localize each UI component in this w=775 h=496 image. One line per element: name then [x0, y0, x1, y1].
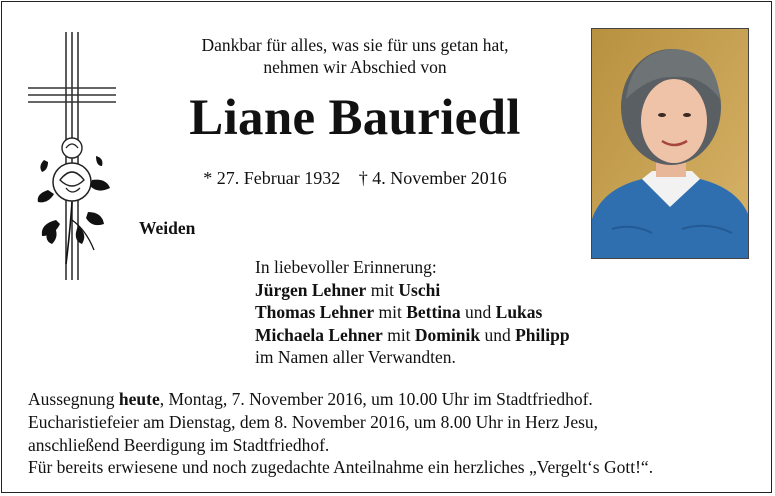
relative-name: Michaela Lehner [255, 324, 383, 345]
relative-name: Thomas Lehner [255, 302, 375, 322]
family-row [255, 324, 570, 347]
relative-name: Bettina [406, 302, 461, 322]
connector: mit [382, 324, 415, 345]
burial-line: anschließend Beerdigung im Stadtfriedhof. [28, 434, 330, 455]
deceased-name: Liane Bauriedl [189, 90, 521, 146]
intro-line-1: Dankbar für alles, was sie für uns getan hat, [201, 35, 509, 55]
relative-name: Philipp [515, 324, 570, 345]
cross-with-rose-icon [26, 30, 118, 282]
relative-name: Uschi [398, 279, 441, 300]
relative-name: Jürgen Lehner [255, 279, 367, 300]
family-row [255, 279, 570, 302]
text: , Montag, 7. November 2016, um 10.00 Uhr im Stadtfriedhof. [159, 389, 593, 409]
text: Aussegnung [28, 389, 119, 409]
thanks-line: Für bereits erwiesene und noch zugedachte Anteilnahme ein herzliches „Vergelt‘s Gott!“. [28, 457, 654, 478]
family-closing: im Namen aller Verwandten. [255, 347, 456, 367]
relative-name: Lukas [495, 302, 543, 322]
connector: und [480, 324, 516, 345]
life-dates [140, 168, 570, 189]
family-heading: In liebevoller Erinnerung: [255, 257, 437, 277]
family-block [255, 256, 570, 369]
death-date: † 4. November 2016 [358, 168, 507, 188]
today-emphasis: heute [118, 389, 160, 409]
portrait-photo [591, 28, 749, 259]
service-details [28, 388, 768, 479]
connector: und [460, 302, 496, 322]
connector: mit [366, 279, 399, 300]
intro-line-2: nehmen wir Abschied von [263, 57, 447, 77]
intro-text [140, 34, 570, 78]
birth-date: * 27. Februar 1932 [203, 168, 341, 188]
family-row [255, 301, 570, 324]
portrait-illustration [592, 29, 749, 259]
relative-name: Dominik [414, 324, 481, 345]
mass-line: Eucharistiefeier am Dienstag, dem 8. November 2016, um 8.00 Uhr in Herz Jesu, [28, 411, 599, 432]
blessing-line [28, 388, 768, 411]
connector: mit [374, 302, 407, 322]
city-label: Weiden [139, 218, 196, 238]
